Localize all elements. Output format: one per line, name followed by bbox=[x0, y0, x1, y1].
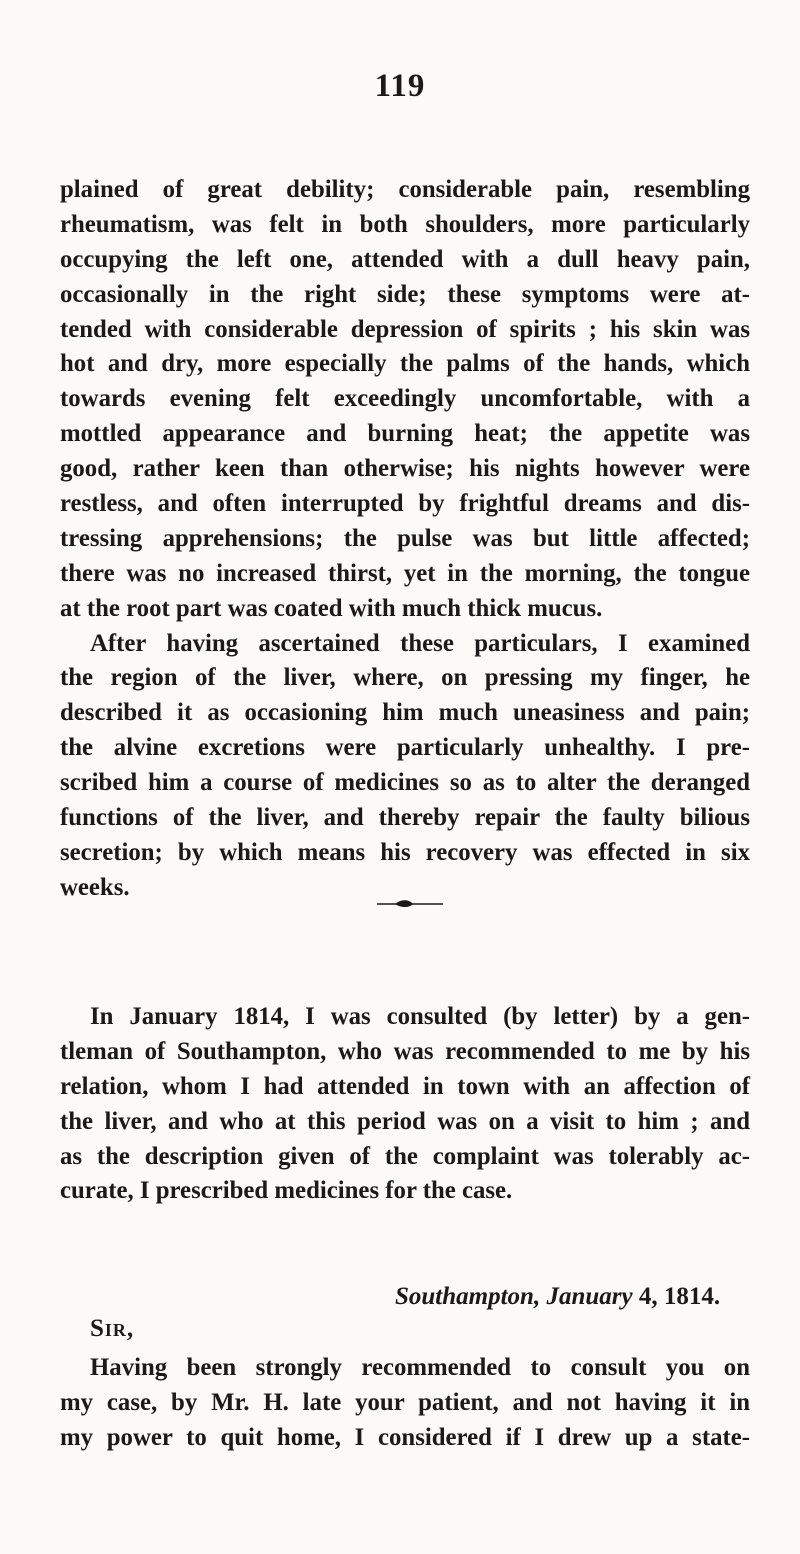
letter-place: Southampton, bbox=[395, 1283, 541, 1310]
text-line: tended with considerable depression of spirits ; his skin was bbox=[60, 315, 750, 343]
text-line: at the root part was coated with much thick mucus. bbox=[60, 594, 603, 622]
letter-salutation: Sir, bbox=[90, 1315, 135, 1342]
paragraph-case-continued bbox=[60, 173, 750, 627]
text-line: hot and dry, more especially the palms of the hands, which bbox=[60, 350, 750, 378]
ornamental-rule-icon bbox=[375, 898, 445, 910]
text-line: described it as occasioning him much uneasiness and pain; bbox=[60, 699, 750, 727]
text-line: relation, whom I had attended in town with an affection of bbox=[60, 1072, 750, 1100]
text-line: the region of the liver, where, on pressing my finger, he bbox=[60, 664, 750, 692]
text-line: Having been strongly recommended to consult you on bbox=[90, 1354, 750, 1381]
text-line: towards evening felt exceedingly uncomfortable, with a bbox=[60, 385, 750, 413]
text-line: curate, I prescribed medicines for the case. bbox=[60, 1177, 513, 1205]
text-line: good, rather keen than otherwise; his nights however were bbox=[60, 455, 750, 483]
text-line: secretion; by which means his recovery was effected in six bbox=[60, 838, 750, 866]
main-text-upper bbox=[60, 173, 750, 906]
paragraph-new-case bbox=[60, 1000, 750, 1209]
paragraph-examination bbox=[60, 627, 750, 906]
text-line: After having ascertained these particulars, I examined bbox=[90, 629, 750, 657]
text-line: tleman of Southampton, who was recommended to me by his bbox=[60, 1037, 750, 1065]
text-line: restless, and often interrupted by frightful dreams and dis- bbox=[60, 490, 750, 518]
letter-body bbox=[60, 1351, 750, 1456]
text-line: rheumatism, was felt in both shoulders, more particularly bbox=[60, 210, 750, 238]
text-line: my power to quit home, I considered if I drew up a state- bbox=[60, 1423, 750, 1451]
text-line: weeks. bbox=[60, 873, 130, 901]
text-line: scribed him a course of medicines so as to alter the deranged bbox=[60, 769, 750, 797]
letter-date-month: January bbox=[546, 1283, 633, 1310]
text-line: plained of great debility; considerable pain, resembling bbox=[60, 176, 750, 203]
text-line: the liver, and who at this period was on a visit to him ; and bbox=[60, 1107, 750, 1135]
letter-dateline bbox=[395, 1283, 751, 1311]
letter-date-rest: 4, 1814. bbox=[638, 1283, 721, 1310]
text-line: the alvine excretions were particularly unhealthy. I pre- bbox=[60, 734, 750, 762]
main-text-lower bbox=[60, 1000, 750, 1209]
text-line: occasionally in the right side; these symptoms were at- bbox=[60, 280, 750, 308]
text-line: functions of the liver, and thereby repair the faulty bilious bbox=[60, 804, 750, 832]
text-line: there was no increased thirst, yet in the morning, the tongue bbox=[60, 559, 750, 587]
text-line: my case, by Mr. H. late your patient, and not having it in bbox=[60, 1388, 750, 1416]
page-number: 119 bbox=[374, 68, 426, 104]
text-line: In January 1814, I was consulted (by letter) by a gen- bbox=[90, 1003, 750, 1030]
paragraph-letter-body bbox=[60, 1351, 750, 1456]
text-line: mottled appearance and burning heat; the appetite was bbox=[60, 420, 750, 448]
text-line: occupying the left one, attended with a dull heavy pain, bbox=[60, 245, 750, 273]
text-line: as the description given of the complaint was tolerably ac- bbox=[60, 1142, 750, 1170]
text-line: tressing apprehensions; the pulse was but little affected; bbox=[60, 524, 750, 552]
